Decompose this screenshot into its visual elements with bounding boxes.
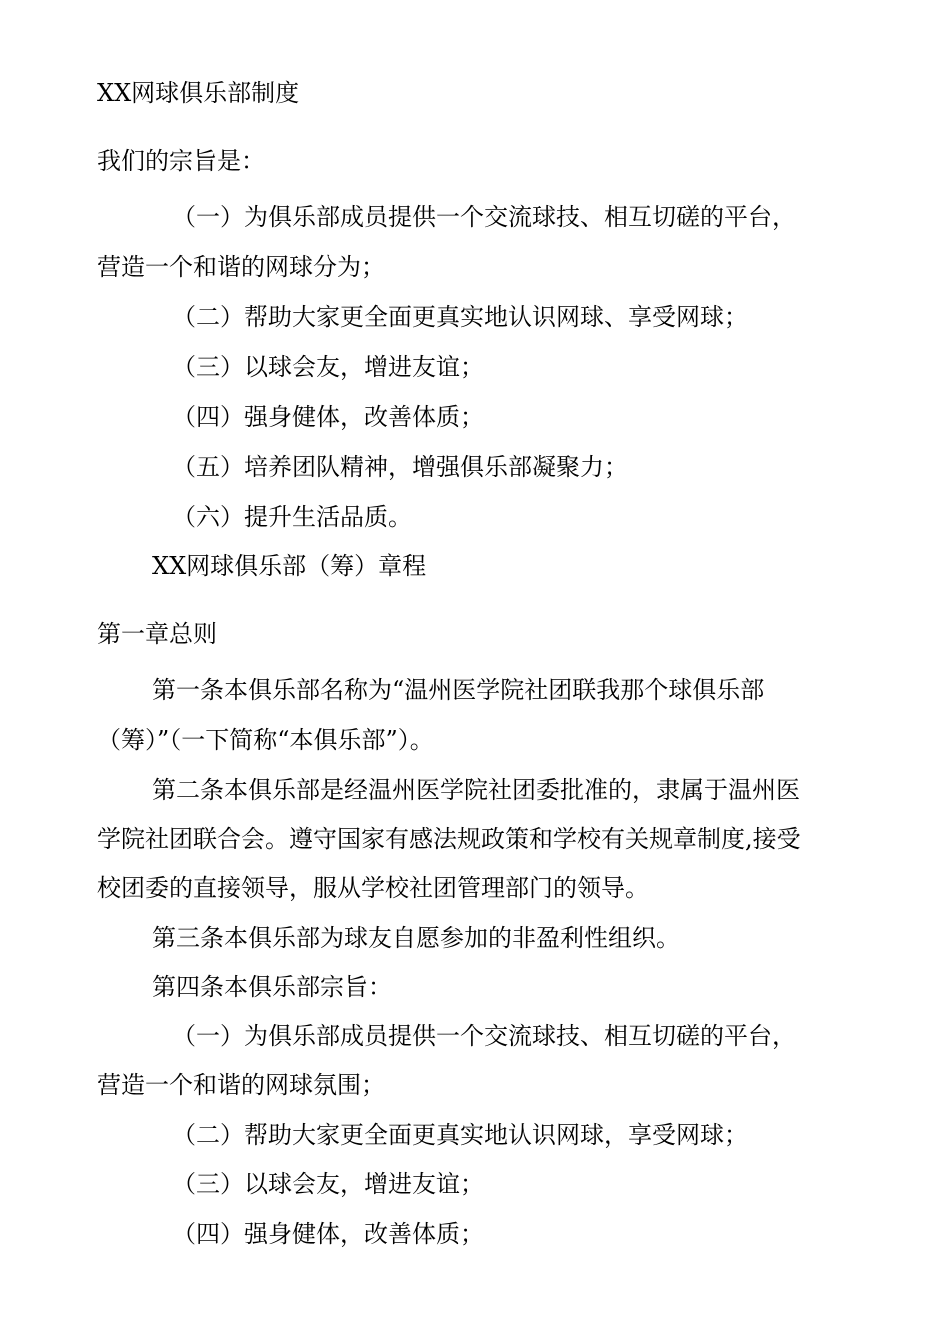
charter-title: XX网球俱乐部（筹）章程 bbox=[152, 552, 427, 580]
article-line: 第四条本俱乐部宗旨： bbox=[152, 973, 392, 1001]
article4-item: （一）为俱乐部成员提供一个交流球技、相互切磋的平台， bbox=[172, 1022, 796, 1050]
article4-item: （四）强身健体，改善体质； bbox=[172, 1220, 484, 1248]
purpose-item: （三）以球会友，增进友谊； bbox=[172, 353, 484, 381]
article-line: 第三条本俱乐部为球友自愿参加的非盈利性组织。 bbox=[152, 924, 680, 952]
purpose-item: （四）强身健体，改善体质； bbox=[172, 403, 484, 431]
purpose-item: （二）帮助大家更全面更真实地认识网球、享受网球； bbox=[172, 303, 748, 331]
purpose-heading: 我们的宗旨是： bbox=[97, 147, 265, 175]
chapter-heading: 第一章总则 bbox=[97, 620, 217, 648]
article-line: 学院社团联合会。遵守国家有感法规政策和学校有关规章制度,接受 bbox=[97, 825, 801, 853]
purpose-item: （一）为俱乐部成员提供一个交流球技、相互切磋的平台， bbox=[172, 203, 796, 231]
article4-item: 营造一个和谐的网球氛围； bbox=[97, 1071, 385, 1099]
article4-item: （二）帮助大家更全面更真实地认识网球，享受网球； bbox=[172, 1121, 748, 1149]
article4-item: （三）以球会友，增进友谊； bbox=[172, 1170, 484, 1198]
article-line: 校团委的直接领导，服从学校社团管理部门的领导。 bbox=[97, 874, 649, 902]
document-title: XX网球俱乐部制度 bbox=[97, 79, 300, 107]
purpose-item: 营造一个和谐的网球分为； bbox=[97, 253, 385, 281]
purpose-item: （六）提升生活品质。 bbox=[172, 503, 412, 531]
article-line: （筹）”（一下简称“本俱乐部”）。 bbox=[97, 726, 434, 754]
article-line: 第一条本俱乐部名称为“温州医学院社团联我那个球俱乐部 bbox=[152, 676, 765, 704]
purpose-item: （五）培养团队精神，增强俱乐部凝聚力； bbox=[172, 453, 628, 481]
article-line: 第二条本俱乐部是经温州医学院社团委批准的，隶属于温州医 bbox=[152, 776, 800, 804]
